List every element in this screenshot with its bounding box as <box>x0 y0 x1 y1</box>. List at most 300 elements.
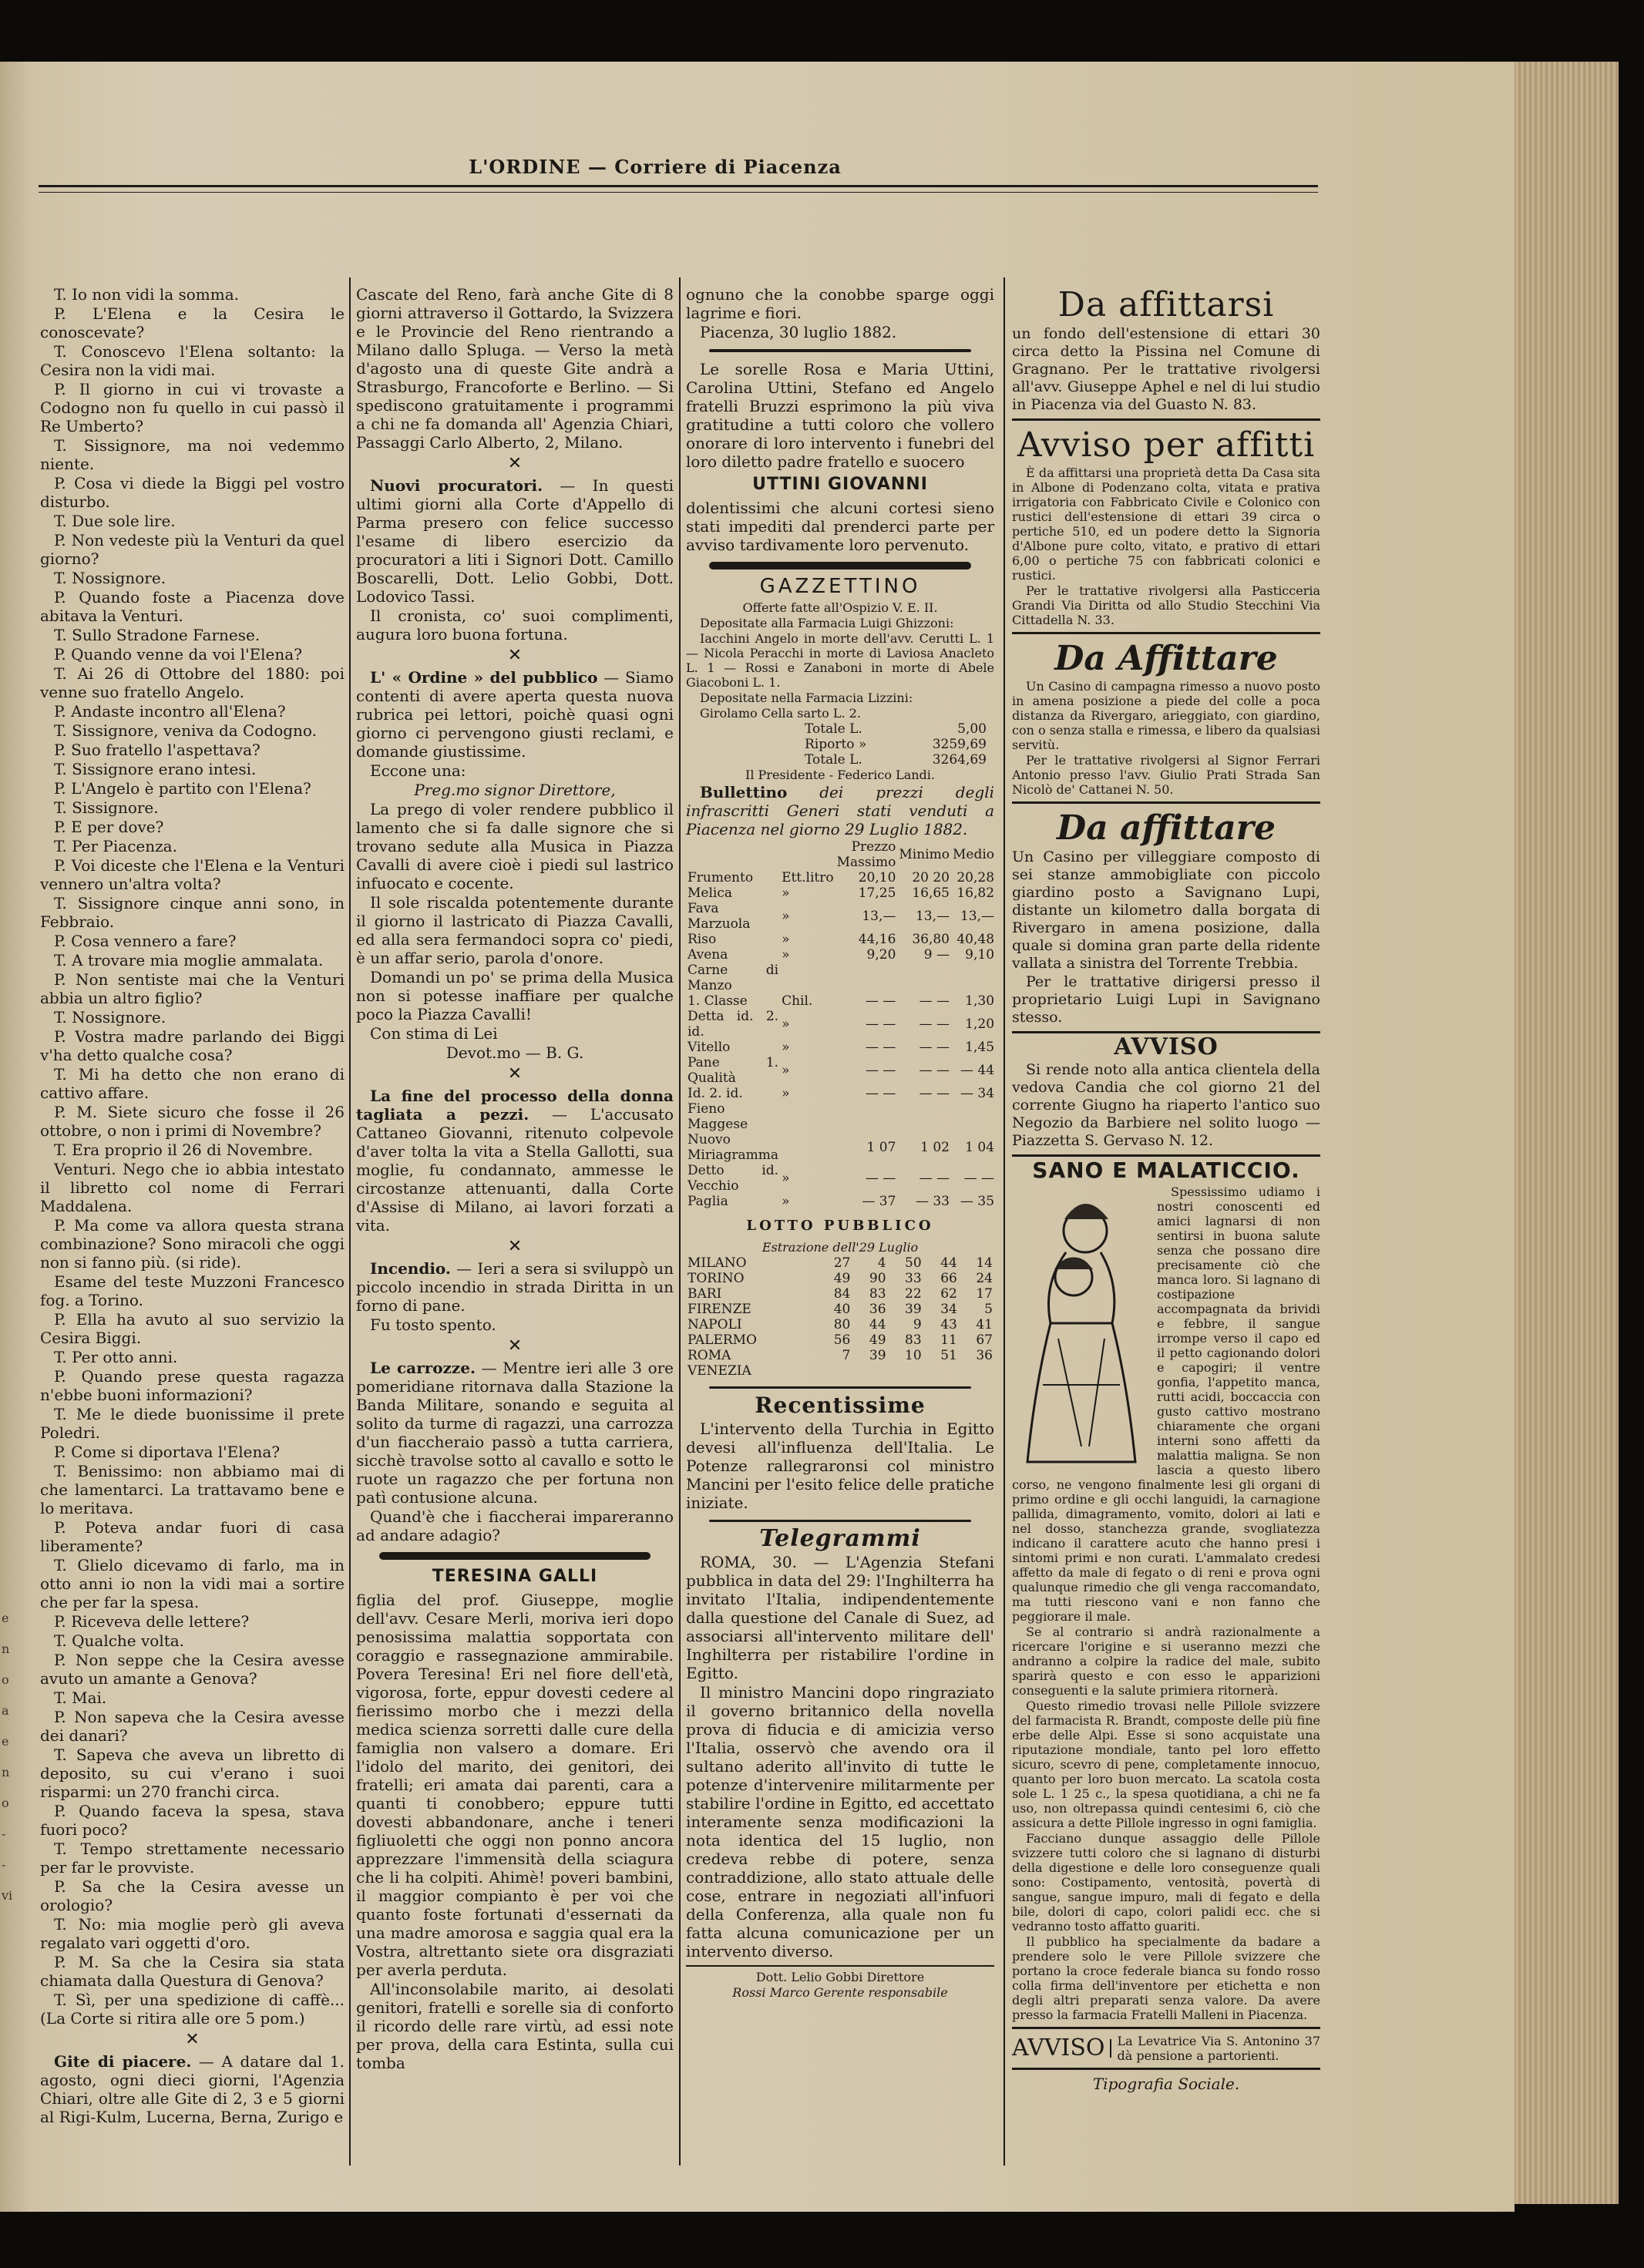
transcript-line: P. Non sapeva che la Cesira avesse dei danari? <box>40 1708 345 1745</box>
lotto-cell: 51 <box>940 1348 957 1363</box>
carrozze-article <box>356 1359 674 1507</box>
lotto-cell: 39 <box>905 1302 922 1317</box>
riporto-label: Riporto » <box>805 737 867 752</box>
pubblico-text-6: Con stima di Lei <box>370 1024 498 1043</box>
gerente: Rossi Marco Gerente responsabile <box>732 1985 948 2000</box>
transcript-line: T. Sapeva che aveva un libretto di deposito, su cui v'erano i suoi risparmi: un 270 franchi circa. <box>40 1746 345 1801</box>
transcript-line: Esame del teste Muzzoni Francesco fog. a Torino. <box>40 1272 345 1309</box>
prices-row <box>686 1055 996 1086</box>
prices-cell: — — <box>865 993 896 1009</box>
prices-cell: 1,45 <box>965 1040 995 1055</box>
prices-cell: » <box>782 1194 790 1209</box>
teresina-text-2: All'inconsolabile marito, ai desolati genitori, fratelli e sorelle sia di conforto il ricordo delle rare virtù, ad essi note per prova, della cara Estinta, sulla cui tomba <box>356 1980 674 2072</box>
processo-text: — L'accusato Cattaneo Giovanni, ritenuto colpevole d'aver tolta la vita a Stella Gallotti, sua moglie, fu condannato, ammesse le circostanze attenuanti, dalla Corte d'Assise di Milano, ai lavori forzati a vita. <box>356 1105 674 1235</box>
prices-cell: Avena <box>688 947 728 963</box>
lotto-cell: VENEZIA <box>688 1363 751 1379</box>
prices-cell: Melica <box>688 885 732 901</box>
prices-cell: » <box>782 1086 790 1101</box>
prices-cell: 20,10 <box>858 870 896 885</box>
transcript-line: T. Sullo Stradone Farnese. <box>54 626 261 644</box>
pubblico-text-5: Domandi un po' se prima della Musica non si potesse inaffiare per qualche poco la Piazza Cavalli! <box>356 968 674 1023</box>
prices-cell: » <box>782 1040 790 1055</box>
masthead-footer <box>686 1965 994 2000</box>
lotto-cell: 50 <box>905 1255 922 1271</box>
recentissime-text: L'intervento della Turchia in Egitto devesi all'influenza dell'Italia. Le Potenze rallegraronsi col ministro Mancini per l'esito felice delle pratiche iniziate. <box>686 1420 994 1512</box>
lotto-cell: ROMA <box>688 1348 731 1363</box>
transcript-line: T. Sissignore, ma noi vedemmo niente. <box>40 436 345 473</box>
grand-total-label: Totale L. <box>805 752 862 768</box>
column-3 <box>686 285 994 2001</box>
prices-row <box>686 1163 996 1194</box>
separator-cross: ✕ <box>507 646 523 665</box>
transcript-line: T. Nossignore. <box>54 569 166 587</box>
ad-rule <box>1012 632 1320 634</box>
lotto-row <box>686 1255 994 1271</box>
pubblico-signature: Devot.mo — B. G. <box>445 1043 584 1062</box>
transcript-line: P. Quando foste a Piacenza dove abitava la Venturi. <box>40 588 345 625</box>
prices-header-cell <box>780 839 835 870</box>
prices-cell: » <box>782 1016 790 1032</box>
lotto-cell: 67 <box>976 1332 993 1348</box>
transcript-line: T. Ai 26 di Ottobre del 1880: poi venne suo fratello Angelo. <box>40 664 345 701</box>
offerte-deposit-1: Depositate alla Farmacia Luigi Ghizzoni: <box>700 616 954 630</box>
transcript-line: P. Andaste incontro all'Elena? <box>54 702 286 721</box>
separator-cross: ✕ <box>507 1064 523 1084</box>
telegrammi-text-2: Il ministro Mancini dopo ringraziato il governo britannico della novella prova di fiducia e di amicizia verso l'Italia, osservò che avendo ora il sultano aderito all'invito di tutte le potenze d'intervenire militarmente per stabilire l'ordine in Egitto, ed accettato interamente senza modificazioni la nota identica del 15 luglio, non credeva rebbe di potere, senza contraddizione, allo stato attuale delle cose, entrare in negoziati all'infuori della Conferenza, alla quale non fu fatta alcuna comunicazione per un intervento diverso. <box>686 1683 994 1961</box>
lotto-cell <box>852 1363 887 1379</box>
header-rule <box>39 185 1318 193</box>
lotto-cell: 80 <box>833 1317 851 1332</box>
prices-row <box>686 963 996 993</box>
transcript-line: T. Nossignore. <box>54 1008 166 1026</box>
prices-cell <box>835 1101 898 1132</box>
lotto-cell <box>959 1363 994 1379</box>
prices-cell: 9 — <box>923 947 950 963</box>
transcript-line: T. Glielo dicevamo di farlo, ma in otto anni io non la vidi mai a sortire che per far la spesa. <box>40 1556 345 1611</box>
telegrammi-title: Telegrammi <box>759 1525 921 1552</box>
woman-child-illustration <box>1012 1184 1151 1470</box>
lotto-cell <box>888 1363 923 1379</box>
tipografia: Tipografia Sociale. <box>1092 2075 1240 2093</box>
prices-cell: — 37 <box>862 1194 896 1209</box>
prices-cell: — — <box>919 993 950 1009</box>
lotto-cell: 5 <box>984 1302 993 1317</box>
prices-row <box>686 1086 996 1101</box>
prices-cell <box>780 1101 835 1132</box>
lotto-cell: 17 <box>976 1286 993 1302</box>
ad-pillole-title: SANO E MALATICCIO. <box>1032 1158 1300 1183</box>
column-2 <box>356 285 674 2073</box>
ad-villeggiatura-text-2: Per le trattative dirigersi presso il proprietario Luigi Lupi in Savignano stesso. <box>1012 973 1320 1026</box>
ad-villeggiatura-title: Da affittare <box>1057 808 1276 848</box>
lotto-cell: 56 <box>833 1332 851 1348</box>
transcript-line: T. Sissignore. <box>54 798 159 817</box>
ad-levatrice <box>1012 2034 1320 2063</box>
lotto-row <box>686 1363 994 1379</box>
pubblico-text-3: La prego di voler rendere pubblico il lamento che si fa dalle signore che si trovano sedute alla Musica in Piazza Cavalli di avere cioè i piedi sul lastrico infuocato e cocente. <box>356 800 674 892</box>
lotto-cell: 49 <box>833 1271 851 1286</box>
margin-note: a <box>2 1703 9 1718</box>
prices-cell <box>951 1101 996 1132</box>
rule <box>709 349 971 352</box>
transcript-line: P. Quando venne da voi l'Elena? <box>54 645 302 664</box>
transcript-line: T. No: mia moglie però gli aveva regalato vari oggetti d'oro. <box>40 1915 345 1952</box>
pubblico-text-2: Eccone una: <box>370 761 466 780</box>
prices-cell: 13,— <box>915 909 950 924</box>
prices-cell: — — <box>919 1016 950 1032</box>
lotto-cell: 36 <box>869 1302 886 1317</box>
procuratori-text: — In questi ultimi giorni alla Corte d'Appello di Parma presero con felice successo l'esame di libero esercizio da procuratori a liti i Signori Dott. Camillo Boscarelli, Dott. Lelio Gobbi, Dott. Lodovico Tassi. <box>356 476 674 606</box>
transcript-line: P. Cosa vennero a fare? <box>54 932 237 950</box>
transcript-line: T. Tempo strettamente necessario per far le provviste. <box>40 1840 345 1877</box>
carrozze-title: Le carrozze. <box>370 1359 476 1377</box>
prices-cell: 20,28 <box>956 870 995 885</box>
pubblico-salutation: Preg.mo signor Direttore, <box>414 781 616 799</box>
recentissime-title: Recentissime <box>755 1393 926 1418</box>
lotto-cell: BARI <box>688 1286 722 1302</box>
transcript-line: P. Riceveva delle lettere? <box>54 1612 250 1631</box>
ad-rule <box>1012 418 1320 421</box>
prices-row <box>686 1101 996 1132</box>
incendio-text: — Ieri a sera si sviluppò un piccolo incendio in strada Diritta in un forno di pane. <box>356 1259 674 1315</box>
prices-cell: 16,82 <box>956 885 995 901</box>
prices-cell: 9,10 <box>965 947 995 963</box>
prices-cell: » <box>782 932 790 947</box>
transcript-line: T. Mai. <box>54 1688 107 1707</box>
lotto-cell: 14 <box>976 1255 993 1271</box>
transcript-line: T. Due sole lire. <box>54 512 176 530</box>
prices-header-cell: Prezzo Massimo <box>836 839 896 870</box>
uttini-name: UTTINI GIOVANNI <box>752 475 928 494</box>
prices-row <box>686 885 996 901</box>
prices-cell: — — <box>865 1063 896 1078</box>
transcript-line: P. Quando prese questa ragazza n'ebbe buoni informazioni? <box>40 1367 345 1404</box>
transcript-line: T. Sissignore, venivа da Codogno. <box>54 721 317 740</box>
column-divider <box>349 277 351 2166</box>
prices-row <box>686 1009 996 1040</box>
ad-casino-text: Un Casino di campagna rimesso a nuovo posto in amena posizione a piede del colle a poca distanza da Rivergaro, arieggiato, con giardino, con o senza stalla e rimessa, e libero da qualsiasi servitù. <box>1012 679 1321 752</box>
transcript-line: T. Sissignore cinque anni sono, in Febbraio. <box>40 894 345 931</box>
lotto-cell: 84 <box>833 1286 851 1302</box>
prices-cell: — 35 <box>960 1194 995 1209</box>
transcript-line: T. Io non vidi la somma. <box>54 285 240 304</box>
lotto-cell: FIRENZE <box>688 1302 751 1317</box>
lotto-cell: 49 <box>869 1332 886 1348</box>
lotto-cell: NAPOLI <box>688 1317 742 1332</box>
margin-note: e <box>2 1611 9 1625</box>
prices-cell: — — <box>865 1171 896 1186</box>
riporto-value: 3259,69 <box>932 737 987 752</box>
lotto-row <box>686 1348 994 1363</box>
offerte-totals <box>803 721 988 768</box>
prices-cell: Detta id. 2. id. <box>688 1009 779 1040</box>
prices-row <box>686 1132 996 1163</box>
prices-cell: Frumento <box>688 870 754 885</box>
offerte-text-2: Girolamo Cella sarto L. 2. <box>700 706 861 721</box>
telegrammi-text: ROMA, 30. — L'Agenzia Stefani pubblica in data del 29: l'Inghilterra ha invitato l'Italia, indipendentemente dalla questione del Canale di Suez, ad associarsi all'intervento militare dell' Inghilterra per ristabilire l'ordine in Egitto. <box>686 1553 994 1682</box>
total-value: 5,00 <box>957 721 987 737</box>
prices-row <box>686 947 996 963</box>
bullettino-subtitle: dei prezzi degli infrascritti Generi stati venduti a Piacenza nel giorno 29 Luglio 1882. <box>686 783 995 838</box>
margin-note: o <box>2 1796 9 1810</box>
margin-note: - <box>2 1857 6 1872</box>
prices-cell: 1. Classe <box>688 993 748 1009</box>
ad-casino-text-2: Per le trattative rivolgersi al Signor Ferrari Antonio presso l'avv. Giulio Prati Strada San Nicolò de' Cattanei N. 50. <box>1012 753 1320 797</box>
margin-note: vi <box>2 1888 13 1903</box>
processo-title: La fine del processo della donna tagliata a pezzi. <box>356 1087 674 1124</box>
rule <box>709 1386 971 1389</box>
ad-pillole-text: Spessissimo udiamo i nostri conoscenti ed amici lagnarsi di non sentirsi in buona salute senza che possano dire precisamente ciò che manca loro. Si lagnano di costipazione accompagnata da brividi e febbre, il sangue irrompe verso il capo ed il petto cagionando dolori e capogiri; il ventre gonfia, l'appetito manca, rutti acidi, boccaccia con gusto cattivo mostrano chiaramente che organi interni sono affetti da malattia maligna. Se non lascia a questo libero corso, ne vengono finalmente lesi gli organi di primo ordine e gli occhi languidi, la carnagione pallida, dimagramento, vomito, dolori ai lati e nel dosso, stanchezza grande, svogliatezza indicano il carattere acuto che hanno presi i sintomi primi e non curati. L'ammalato credesi affetto da male di fegato o di reni e prova ogni qualunque rimedio che gli venga raccomandato, ma tutti riescono vani e non fanno che peggiorare il male. <box>1012 1184 1320 1624</box>
prices-cell <box>780 963 835 993</box>
prices-cell: — 34 <box>960 1086 995 1101</box>
newspaper-page <box>0 62 1515 2212</box>
ad-affitti-title: Avviso per affitti <box>1017 425 1316 465</box>
prices-cell: Detto id. Vecchio <box>688 1163 779 1194</box>
lotto-cell: MILANO <box>688 1255 747 1271</box>
prices-row <box>686 870 996 885</box>
lotto-cell: 10 <box>905 1348 922 1363</box>
offerte-deposit-2: Depositate nella Farmacia Lizzini: <box>700 690 913 705</box>
transcript-line: T. Me le diede buonissime il prete Poledri. <box>40 1405 345 1442</box>
transcript-line: P. Ella ha avuto al suo servizio la Cesira Biggi. <box>40 1310 345 1347</box>
ad-rule <box>1012 2027 1320 2029</box>
ad-affitti-text: È da affittarsi una proprietà detta Da Casa sita in Albone di Podenzano colta, vitata e prativa irrigatoria con Fabbricato Civile e Colonico con rustici dell'estensione di ettari 39 circa o pertiche 510, ed un podere detto la Signoria d'Albone pure colto, vitato, e prativo di ettari 6,00 o pertiche 75 con fabbricati colonici e rustici. <box>1012 465 1320 583</box>
prices-cell: 13,— <box>960 909 995 924</box>
lotto-cell <box>816 1363 852 1379</box>
gite-title: Gite di piacere. <box>54 2052 192 2071</box>
offerte-text-1: Iacchini Angelo in morte dell'avv. Cerutti L. 1 — Nicola Peracchi in morte di Laviosa Anacleto L. 1 — Rossi e Zanaboni in morte di Abele Giacoboni L. 1. <box>686 631 994 690</box>
pubblico-title: L' « Ordine » del pubblico <box>370 668 598 687</box>
transcript-line: P. Non vedeste più la Venturi da quel giorno? <box>40 531 345 568</box>
separator-cross: ✕ <box>507 454 523 473</box>
transcript-line: P. Quando faceva la spesa, stava fuori poco? <box>40 1802 345 1839</box>
transcript-line: P. Non sentiste mai che la Venturi abbia un altro figlio? <box>40 970 345 1007</box>
teresina-end: ognuno che la conobbe sparge oggi lagrime e fiori. <box>686 285 994 322</box>
transcript-line: T. A trovare mia moglie ammalata. <box>54 951 324 969</box>
lotto-cell: 83 <box>905 1332 922 1348</box>
decorative-rule <box>379 1552 651 1560</box>
bullettino-intro <box>686 783 994 838</box>
margin-note: n <box>2 1641 10 1656</box>
prices-cell: — — <box>919 1040 950 1055</box>
prices-cell: 40,48 <box>956 932 995 947</box>
transcript-line: P. E per dove? <box>54 818 164 836</box>
ad-rule <box>1012 801 1320 804</box>
prices-cell: 1 07 <box>866 1140 896 1155</box>
ad-affitti-text-2: Per le trattative rivolgersi alla Pasticceria Grandi Via Diritta od allo Studio Stecchini Via Cittadella N. 33. <box>1012 583 1320 627</box>
prices-row <box>686 1040 996 1055</box>
transcript-line: T. Sissignore erano intesi. <box>54 760 257 778</box>
lotto-cell: 4 <box>877 1255 886 1271</box>
lotto-cell: 40 <box>833 1302 851 1317</box>
incendio-article <box>356 1259 674 1315</box>
prices-cell: 20 20 <box>912 870 950 885</box>
prices-cell <box>951 963 996 993</box>
prices-cell: — — <box>865 1016 896 1032</box>
margin-note: o <box>2 1672 9 1687</box>
prices-row <box>686 993 996 1009</box>
ad-levatrice-text: La Levatrice Via S. Antonino 37 dà pensione a partorienti. <box>1117 2034 1320 2063</box>
prices-cell: » <box>782 1171 790 1186</box>
incendio-text-2: Fu tosto spento. <box>370 1315 496 1334</box>
transcript-line: P. L'Elena e la Cesira le conoscevate? <box>40 304 345 341</box>
lotto-cell: PALERMO <box>688 1332 757 1348</box>
transcript-line: T. Conoscevo l'Elena soltanto: la Cesira non la vidi mai. <box>40 342 345 379</box>
margin-notes <box>2 1603 18 1911</box>
lotto-cell: 44 <box>940 1255 957 1271</box>
teresina-title: TERESINA GALLI <box>432 1567 598 1586</box>
lotto-row <box>686 1317 994 1332</box>
column-divider <box>1004 277 1005 2166</box>
ad-affittarsi-title: Da affittarsi <box>1057 285 1275 324</box>
pubblico-article <box>356 668 674 761</box>
ad-pillole-text-4: Facciano dunque assaggio delle Pillole svizzere tutti coloro che si lagnano di disturbi della digestione e delle loro conseguenze quali sono: Costipamento, ventosità, povertà di sangue, sangue impuro, mali di fegato e della bile, dolori di capo, colori palidi ecc. che si vedranno tosto affatto guariti. <box>1012 1831 1320 1934</box>
transcript-line: P. Il giorno in cui vi trovaste a Codogno non fu quello in cui passò il Re Umberto? <box>40 380 345 435</box>
prices-cell: — — <box>919 1063 950 1078</box>
lotto-cell: 41 <box>976 1317 993 1332</box>
processo-article <box>356 1087 674 1235</box>
ad-casino-title: Da Affittare <box>1054 639 1278 678</box>
prices-header-cell: Medio <box>952 847 995 862</box>
carrozze-text: — Mentre ieri alle 3 ore pomeridiane ritornava dalla Stazione la Banda Militare, sonando e seguita al solito da turme di ragazzi, una carrozza d'un fiaccheraio passò a tutta carriera, sicchè travolse sotto al cavallo e sotto le ruote un ragazzo che per fortuna non patì contusione alcuna. <box>356 1359 674 1507</box>
lotto-cell: 7 <box>842 1348 851 1363</box>
rule <box>709 1520 971 1522</box>
transcript-line: T. Benissimo: non abbiamo mai di che lamentarci. La trattavamo bene e lo meritava. <box>40 1462 345 1517</box>
prices-cell: — — <box>865 1040 896 1055</box>
lotto-cell: 34 <box>940 1302 957 1317</box>
prices-cell: » <box>782 1063 790 1078</box>
transcript-line: P. Vostra madre parlando dei Biggi v'ha detto qualche cosa? <box>40 1027 345 1064</box>
transcript-line: T. Per otto anni. <box>54 1348 178 1366</box>
pubblico-text: — Siamo contenti di avere aperta questa nuova rubrica pei lettori, poichè quasi ogni giorno ci pervengono giusti reclami, e domande giustissime. <box>356 668 674 761</box>
lotto-table <box>686 1255 994 1379</box>
separator-cross: ✕ <box>507 1237 523 1256</box>
prices-cell: 1 02 <box>920 1140 950 1155</box>
transcript-line: P. Suo fratello l'aspettava? <box>54 741 261 759</box>
lotto-cell: 27 <box>833 1255 851 1271</box>
transcript-line: P. Non seppe che la Cesira avesse avuto un amante a Genova? <box>40 1651 345 1688</box>
transcript-line: P. Cosa vi diede la Biggi pel vostro disturbo. <box>40 474 345 511</box>
procuratori-article <box>356 476 674 606</box>
gite-continuation: Cascate del Reno, farà anche Gite di 8 giorni attraverso il Gottardo, la Svizzera e le Provincie del Reno rientrando a Milano dallo Spluga. — Verso la metà d'agosto una di queste Gite andrà a Strasburgo, Francoforte e Berlino. — Si spediscono gratuitamente i programmi a chi ne fa domanda all' Agenzia Chiari, Passaggi Carlo Alberto, 2, Milano. <box>356 285 674 452</box>
margin-note: e <box>2 1734 9 1749</box>
separator-cross: ✕ <box>507 1336 523 1356</box>
column-4-ads <box>1012 285 1320 2094</box>
prices-cell: Pane 1. Qualità <box>688 1055 779 1086</box>
prices-header-cell <box>686 839 780 870</box>
ad-pillole-body <box>1012 1184 1320 2022</box>
ad-affittarsi-text: un fondo dell'estensione di ettari 30 circa detto la Pissina nel Comune di Gragnano. Per le trattative rivolgersi all'avv. Giuseppe Aphel e nel di lui studio in Piacenza via del Guasto N. 83. <box>1012 325 1320 413</box>
transcript-line: P. M. Siete sicuro che fosse il 26 ottobre, o non i primi di Novembre? <box>40 1103 345 1140</box>
trial-transcript <box>40 285 345 2028</box>
page-header: L'ORDINE — Corriere di Piacenza <box>469 156 842 178</box>
prices-cell: Nuovo Miriagramma <box>688 1132 779 1163</box>
transcript-line: P. L'Angelo è partito con l'Elena? <box>54 779 311 798</box>
procuratori-title: Nuovi procuratori. <box>370 476 543 495</box>
prices-cell: — — <box>963 1171 995 1186</box>
lotto-cell: 24 <box>976 1271 993 1286</box>
transcript-line: T. Mi ha detto che non erano di cattivo affare. <box>40 1065 345 1102</box>
lotto-row <box>686 1271 994 1286</box>
prices-cell: » <box>782 885 790 901</box>
prices-row <box>686 901 996 932</box>
prices-cell: Carne di Manzo <box>688 963 779 993</box>
transcript-line: P. Ma come va allora questa strana combinazione? Sono miracoli che oggi non si fanno più. (si ride). <box>40 1216 345 1272</box>
grand-total-value: 3264,69 <box>932 752 987 768</box>
ad-barbiere-title: AVVISO <box>1114 1033 1219 1060</box>
gite-text: — A datare dal 1. agosto, ogni dieci giorni, l'Agenzia Chiari, oltre alle Gite di 2, 3 e 5 giorni al Rigi-Kulm, Lucerna, Berna, Zurigo e <box>40 2052 345 2126</box>
prices-cell: 17,25 <box>858 885 896 901</box>
lotto-cell: 22 <box>905 1286 922 1302</box>
prices-cell: Ett.litro <box>782 870 834 885</box>
decorative-rule <box>709 562 971 570</box>
pubblico-text-4: Il sole riscalda potentemente durante il giorno il lastricato di Piazza Cavalli, ed alla sera fermandoci sopra co' piedi, è un affar serio, parola d'onore. <box>356 893 674 967</box>
teresina-text: figlia del prof. Giuseppe, moglie dell'avv. Cesare Merli, moriva ieri dopo penosissima malattia sopportata con coraggio e rassegnazione ammirabile. Povera Teresina! Eri nel fiore dell'età, vigorosa, forte, eppur dovesti cedere al fierissimo morbo che i mezzi della medica scienza sorretti dalle cure della famiglia non valsero a domare. Eri l'idolo del marito, dei genitori, dei fratelli; eri amata dai parenti, cara a quanti ti conobbero; eppure tutti dovesti abbandonare, anche i teneri figliuoletti che oggi non ponno ancora apprezzare l'immensità della sciagura che li ha colpiti. Ahimè! poveri bambini, il maggior compianto è per voi che quanto foste fortunati d'essernati da una madre amorosa e saggia qual era la Vostra, altrettanto siete ora disgraziati per averla perduta. <box>356 1591 674 1979</box>
prices-cell: 1,30 <box>965 993 995 1009</box>
column-1 <box>40 285 345 2127</box>
prices-cell: 1 04 <box>965 1140 995 1155</box>
prices-cell: — — <box>919 1086 950 1101</box>
transcript-line: P. Voi diceste che l'Elena e la Venturi vennero un'altra volta? <box>40 856 345 893</box>
lotto-cell: 66 <box>940 1271 957 1286</box>
prices-table <box>686 839 996 1209</box>
transcript-line: Venturi. Nego che io abbia intestato il libretto col nome di Ferrari Maddalena. <box>40 1160 345 1215</box>
lotto-cell: 44 <box>869 1317 886 1332</box>
ad-rule <box>1012 1154 1320 1157</box>
prices-cell <box>780 1132 835 1163</box>
lotto-subtitle: Estrazione dell'29 Luglio <box>761 1240 919 1255</box>
prices-cell: — 33 <box>915 1194 950 1209</box>
lotto-cell: 33 <box>905 1271 922 1286</box>
prices-cell: 13,— <box>862 909 896 924</box>
prices-cell <box>897 963 951 993</box>
teresina-date: Piacenza, 30 luglio 1882. <box>700 323 897 341</box>
prices-cell: Riso <box>688 932 717 947</box>
prices-cell: — — <box>919 1171 950 1186</box>
lotto-cell: 36 <box>976 1348 993 1363</box>
incendio-title: Incendio. <box>370 1259 451 1278</box>
lotto-title: LOTTO PUBBLICO <box>746 1218 934 1234</box>
uttini-text-2: dolentissimi che alcuni cortesi sieno stati impediti dal prenderci parte per avviso tardivamente loro pervenuto. <box>686 499 994 554</box>
prices-cell: 1,20 <box>965 1016 995 1032</box>
prices-cell: Chil. <box>782 993 813 1009</box>
prices-cell: 44,16 <box>858 932 896 947</box>
prices-cell: 9,20 <box>866 947 896 963</box>
gite-article <box>40 2052 345 2126</box>
procuratori-text-2: Il cronista, co' suoi complimenti, augura loro buona fortuna. <box>356 606 674 643</box>
lotto-cell: 11 <box>940 1332 957 1348</box>
prices-header-cell: Minimo <box>899 847 950 862</box>
transcript-line: T. Qualche volta. <box>54 1631 185 1650</box>
lotto-cell: 43 <box>940 1317 957 1332</box>
lotto-cell: 90 <box>869 1271 886 1286</box>
ad-rule <box>1012 2068 1320 2070</box>
prices-row <box>686 1194 996 1209</box>
direttore: Dott. Lelio Gobbi Direttore <box>755 1970 925 1984</box>
transcript-line: P. Sa che la Cesira avesse un orologio? <box>40 1877 345 1914</box>
prices-header-row <box>686 839 996 870</box>
lotto-cell: 62 <box>940 1286 957 1302</box>
margin-note: n <box>2 1765 10 1779</box>
separator-cross: ✕ <box>185 2030 200 2049</box>
prices-cell: Fieno Maggese <box>688 1101 748 1132</box>
prices-cell <box>897 1101 951 1132</box>
bullettino-title: Bullettino <box>700 783 788 801</box>
prices-cell: Paglia <box>688 1194 728 1209</box>
presidente: Il Presidente - Federico Landi. <box>745 768 935 782</box>
uttini-text: Le sorelle Rosa e Maria Uttini, Carolina Uttini, Stefano ed Angelo fratelli Bruzzi esprimono la più viva gratitudine a tutti coloro che vollero onorare di loro intervento i funebri del loro diletto padre fratello e suocero <box>686 360 994 471</box>
prices-cell: Fava Marzuola <box>688 901 751 932</box>
